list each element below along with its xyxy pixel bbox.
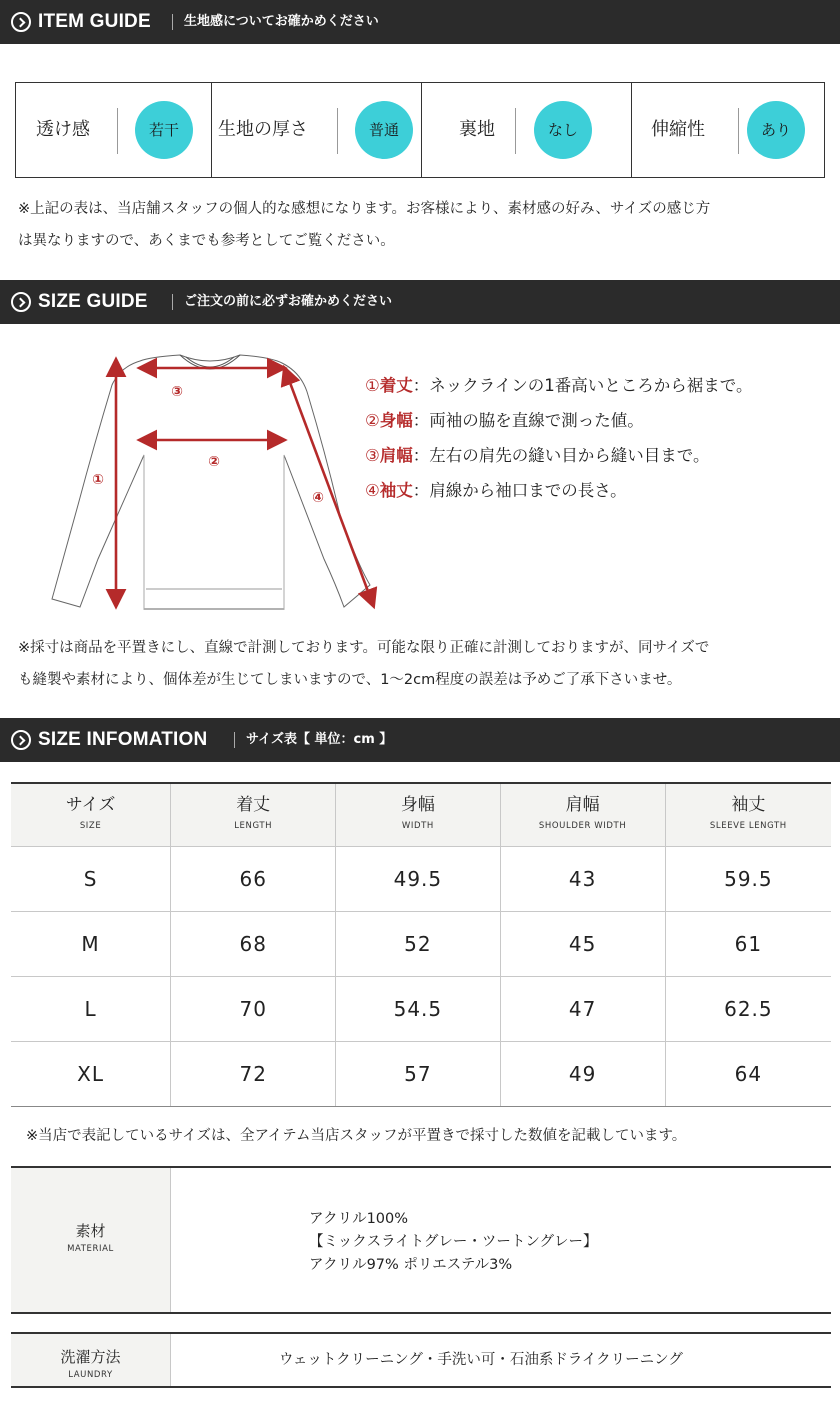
- table-row: M 68 52 45 61: [11, 912, 831, 977]
- measure-line-4: ④袖丈：肩線から袖口までの長さ。: [365, 481, 627, 500]
- size-guide-note: ※採寸は商品を平置きにし、直線で計測しております。可能な限り正確に計測しておりますが、同サイズで も縫製や素材により、個体差が生じてしまいますので、1～2cm程度の誤差は予めご了承下さいませ。: [18, 640, 710, 688]
- item-guide-note: ※上記の表は、当店舗スタッフの個人的な感想になります。お客様により、素材感の好み、サイズの感じ方 は異なりますので、あくまでも参考としてご覧ください。: [18, 201, 711, 249]
- measure-line-2: ②身幅：両袖の脇を直線で測った値。: [365, 411, 644, 430]
- col-header-shoulder: 肩幅 SHOULDER WIDTH: [500, 783, 665, 847]
- guide-label: 裏地: [459, 119, 495, 140]
- size-guide-header: [0, 280, 840, 324]
- diagram-marker-2: ②: [208, 454, 220, 470]
- guide-cell-stretch: [632, 83, 825, 177]
- chevron-right-icon: [11, 730, 31, 750]
- table-row: L 70 54.5 47 62.5: [11, 977, 831, 1042]
- laundry-label: 洗濯方法 LAUNDRY: [11, 1334, 171, 1386]
- size-guide-subtitle: ご注文の前に必ずお確かめください: [184, 294, 393, 309]
- size-info-title: SIZE INFOMATION: [38, 729, 208, 750]
- diagram-marker-4: ④: [312, 490, 324, 506]
- col-header-size: サイズ SIZE: [11, 783, 171, 847]
- col-header-width: 身幅 WIDTH: [336, 783, 500, 847]
- guide-cell-sheer: [16, 83, 211, 177]
- guide-value-badge: なし: [534, 101, 592, 159]
- size-table: [11, 782, 831, 1107]
- measure-line-1: ①着丈：ネックラインの1番高いところから裾まで。: [365, 376, 753, 395]
- material-value: アクリル100% 【ミックスライトグレー・ツートングレー】 アクリル97% ポリエステル3%: [309, 1211, 598, 1273]
- guide-label: 生地の厚さ: [218, 119, 308, 140]
- guide-value-badge: あり: [747, 101, 805, 159]
- guide-label: 伸縮性: [651, 119, 705, 140]
- col-header-length: 着丈 LENGTH: [171, 783, 336, 847]
- diagram-marker-3: ③: [171, 384, 183, 400]
- material-label: 素材 MATERIAL: [11, 1168, 171, 1312]
- size-info-header: [0, 718, 840, 762]
- guide-value-badge: 若干: [135, 101, 193, 159]
- size-guide-title: SIZE GUIDE: [38, 291, 148, 312]
- guide-cell-lining: [422, 83, 631, 177]
- guide-label: 透け感: [36, 119, 90, 140]
- measure-line-3: ③肩幅：左右の肩先の縫い目から縫い目まで。: [365, 446, 710, 465]
- size-info-note: ※当店で表記しているサイズは、全アイテム当店スタッフが平置きで採寸した数値を記載しています。: [26, 1128, 687, 1144]
- item-guide-subtitle: 生地感についてお確かめください: [184, 14, 379, 29]
- chevron-right-icon: [11, 12, 31, 32]
- size-info-subtitle: サイズ表【 単位：cm 】: [246, 732, 393, 747]
- diagram-marker-1: ①: [92, 472, 104, 488]
- table-row: XL 72 57 49 64: [11, 1042, 831, 1107]
- table-row: S 66 49.5 43 59.5: [11, 847, 831, 912]
- laundry-value: ウェットクリーニング・手洗い可・石油系ドライクリーニング: [279, 1352, 683, 1368]
- chevron-right-icon: [11, 292, 31, 312]
- guide-value-badge: 普通: [355, 101, 413, 159]
- laundry-section: [11, 1332, 831, 1388]
- col-header-sleeve: 袖丈 SLEEVE LENGTH: [665, 783, 831, 847]
- item-guide-header: [0, 0, 840, 44]
- guide-cell-thickness: [212, 83, 421, 177]
- item-guide-table: [15, 82, 825, 178]
- item-guide-title: ITEM GUIDE: [38, 11, 151, 32]
- material-section: [11, 1166, 831, 1314]
